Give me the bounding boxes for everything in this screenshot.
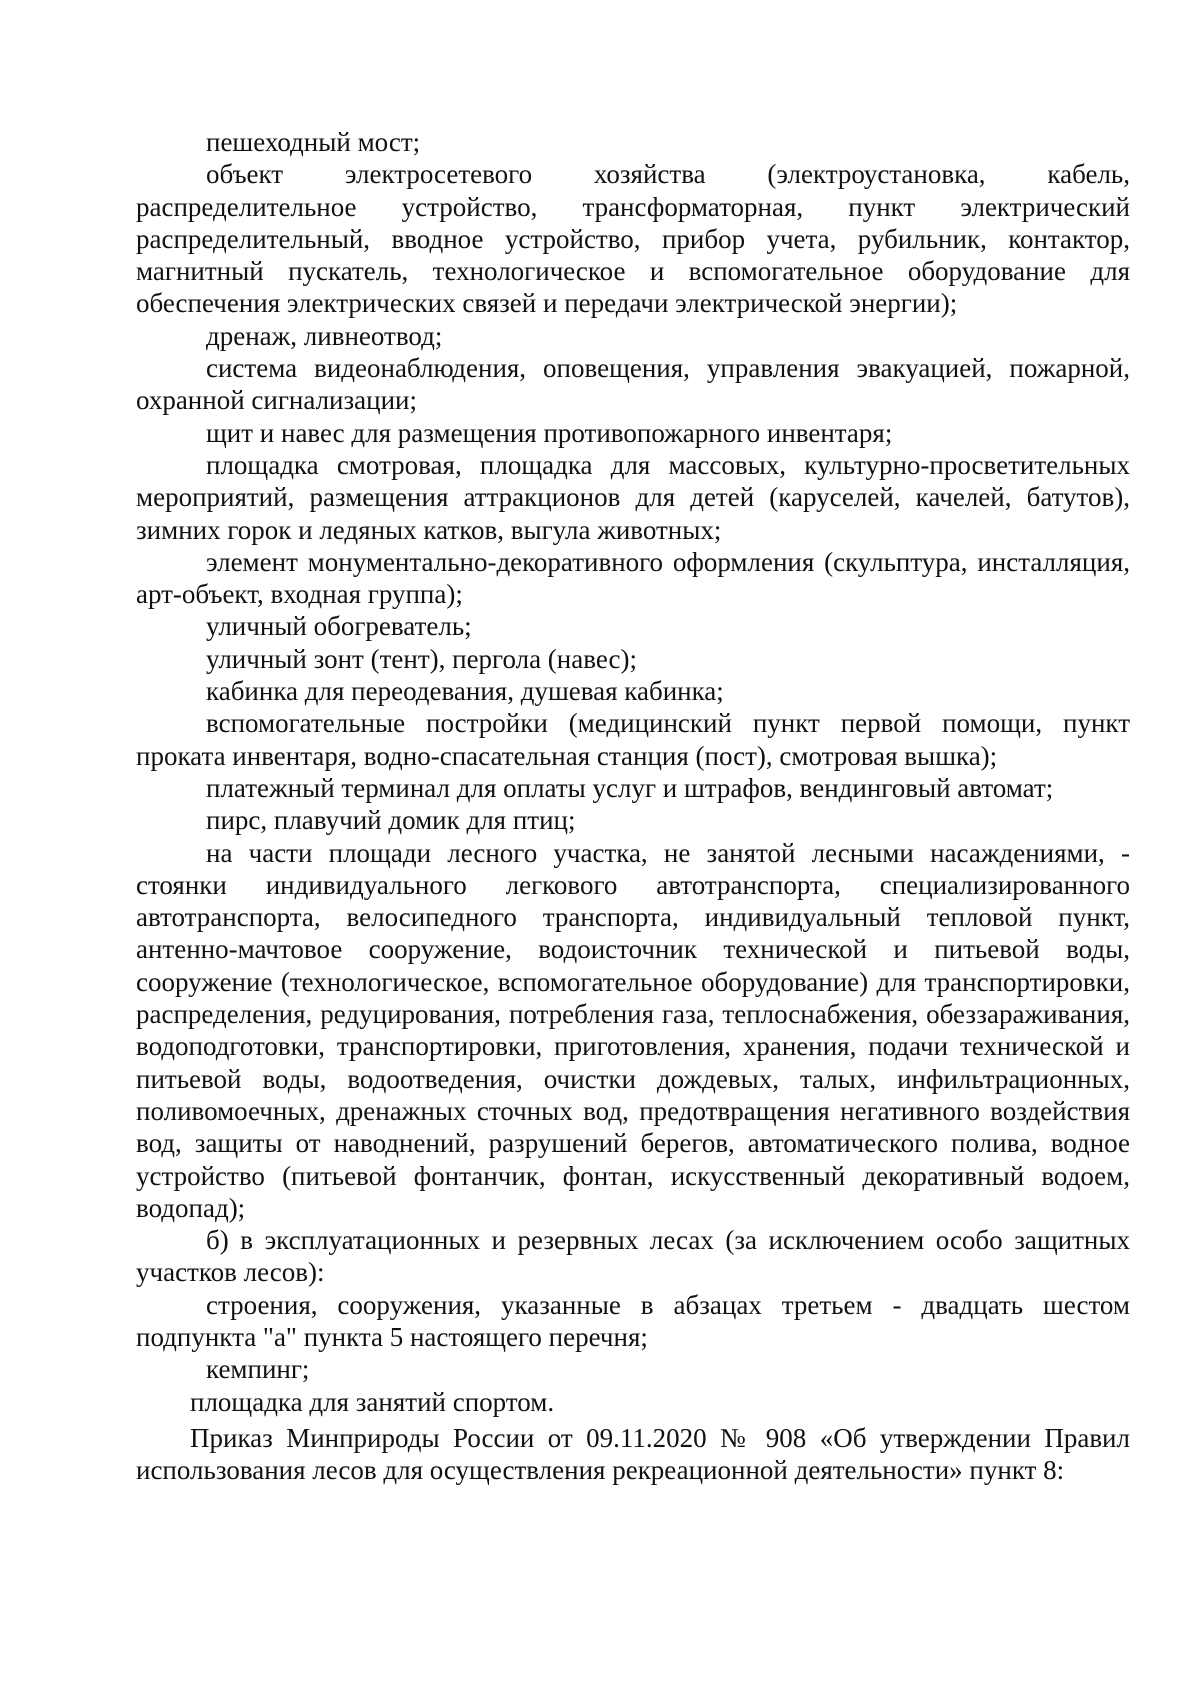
paragraph-drainage: дренаж, ливнеотвод; (206, 320, 443, 351)
document-body (136, 126, 1130, 1486)
paragraph-subsection-b: б) в эксплуатационных и резервных лесах (за исключением особо защитных участков лесов): (136, 1225, 1130, 1288)
paragraph-fire-shield: щит и навес для размещения противопожарного инвентаря; (206, 417, 893, 448)
paragraph-decorative-element: элемент монументально-декоративного оформления (скульптура, инсталляция, арт-объект, входная группа); (136, 546, 1130, 610)
paragraph-street-umbrella: уличный зонт (тент), пергола (навес); (206, 643, 637, 674)
paragraph-changing-cabin: кабинка для переодевания, душевая кабинка; (206, 676, 724, 707)
paragraph-video-surveillance: система видеонаблюдения, оповещения, управления эвакуацией, пожарной, охранной сигнализации; (136, 353, 1130, 416)
paragraph-pier: пирс, плавучий домик для птиц; (206, 805, 576, 836)
paragraph-street-heater: уличный обогреватель; (206, 611, 472, 642)
paragraph-pedestrian-bridge: пешеходный мост; (206, 127, 421, 157)
paragraph-electrical-grid: объект электросетевого хозяйства (электроустановка, кабель, распределительное устройство, трансформаторная, пункт электрический распределительный, вводное устройство, прибор учета, рубильник, контактор, магнитный пускатель, технологическое и вспомогательное оборудование для обеспечения электрических связей и передачи электрической энергии); (136, 159, 1130, 319)
paragraph-sports-ground: площадка для занятий спортом. (190, 1386, 555, 1417)
paragraph-payment-terminal: платежный терминал для оплаты услуг и штрафов, вендинговый автомат; (206, 772, 1054, 803)
paragraph-forest-area-parking: на части площади лесного участка, не занятой лесными насаждениями, - стоянки индивидуального легкового автотранспорта, специализированного автотранспорта, велосипедного транспорта, индивидуальный тепловой пункт, антенно-мачтовое сооружение, водоисточник технической и питьевой воды, сооружение (технологическое, вспомогательное оборудование) для транспортировки, распределения, редуцирования, потребления газа, теплоснабжения, обеззараживания, водоподготовки, транспортировки, приготовления, хранения, подачи технической и питьевой воды, водоотведения, очистки дождевых, талых, инфильтрационных, поливомоечных, дренажных сточных вод, предотвращения негативного воздействия вод, защиты от наводнений, разрушений берегов, автоматического полива, водное устройство (питьевой фонтанчик, фонтан, искусственный декоративный водоем, водопад); (136, 837, 1130, 1223)
paragraph-structures-reference: строения, сооружения, указанные в абзацах третьем - двадцать шестом подпункта "а" пункта 5 настоящего перечня; (136, 1289, 1130, 1352)
paragraph-order-reference: Приказ Минприроды России от 09.11.2020 № 908 «Об утверждении Правил использования лесов для осуществления рекреационной деятельности» пункт 8: (136, 1422, 1130, 1486)
paragraph-camping: кемпинг; (206, 1354, 310, 1385)
paragraph-auxiliary-buildings: вспомогательные постройки (медицинский пункт первой помощи, пункт проката инвентаря, водно-спасательная станция (пост), смотровая вышка); (136, 708, 1130, 771)
paragraph-viewing-platform: площадка смотровая, площадка для массовых, культурно-просветительных мероприятий, размещения аттракционов для детей (каруселей, качелей, батутов), зимних горок и ледяных катков, выгула животных; (136, 449, 1130, 545)
